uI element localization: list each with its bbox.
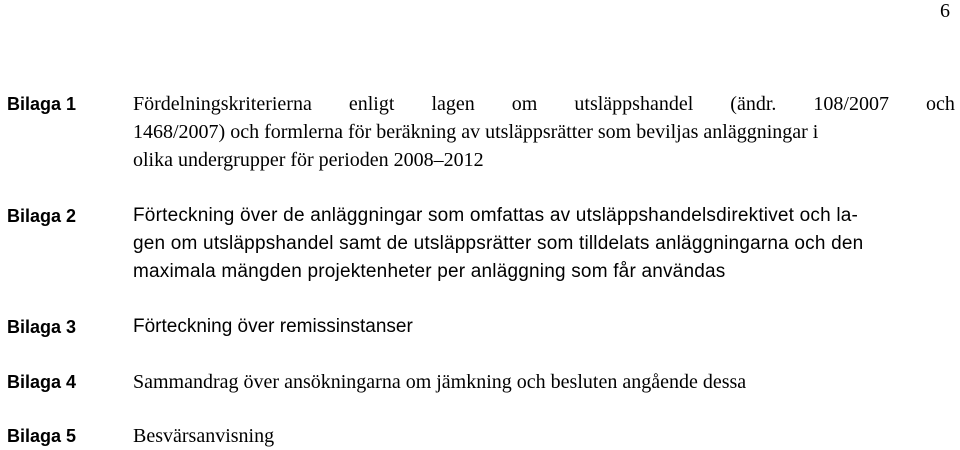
appendix-label: Bilaga 4: [7, 372, 77, 392]
description-line: Sammandrag över ansökningarna om jämkning och besluten angående dessa: [133, 371, 747, 393]
word: och: [926, 93, 955, 115]
description-line: Förteckning över remissinstanser: [133, 316, 413, 337]
page-number: 6: [940, 0, 950, 22]
appendix-description: [133, 90, 955, 174]
appendix-description: [133, 368, 955, 396]
word: 108/2007: [813, 93, 889, 115]
word: om: [511, 93, 538, 115]
appendix-label: Bilaga 2: [7, 206, 77, 226]
appendix-label: Bilaga 1: [7, 94, 77, 114]
word: Fördelningskriterierna: [133, 93, 312, 115]
word: lagen: [431, 93, 475, 115]
appendix-description: [133, 313, 955, 341]
description-line: Förteckning över de anläggningar som omfattas av utsläppshandelsdirektivet och la-: [133, 205, 859, 226]
appendix-label: Bilaga 3: [7, 317, 77, 337]
description-line: [133, 90, 955, 118]
description-line: gen om utsläppshandel samt de utsläppsrätter som tilldelats anläggningarna och den: [133, 233, 864, 254]
description-line: Besvärsanvisning: [133, 425, 275, 447]
description-line: 1468/2007) och formlerna för beräkning av utsläppsrätter som beviljas anläggningar i: [133, 121, 819, 143]
description-line: olika undergrupper för perioden 2008–2012: [133, 149, 484, 171]
appendix-description: [133, 422, 955, 450]
description-line: maximala mängden projektenheter per anläggning som får användas: [133, 261, 726, 282]
word: (ändr.: [730, 93, 777, 115]
appendix-description: [133, 202, 955, 286]
word: utsläppshandel: [574, 93, 694, 115]
word: enligt: [348, 93, 395, 115]
appendix-label: Bilaga 5: [7, 426, 77, 446]
